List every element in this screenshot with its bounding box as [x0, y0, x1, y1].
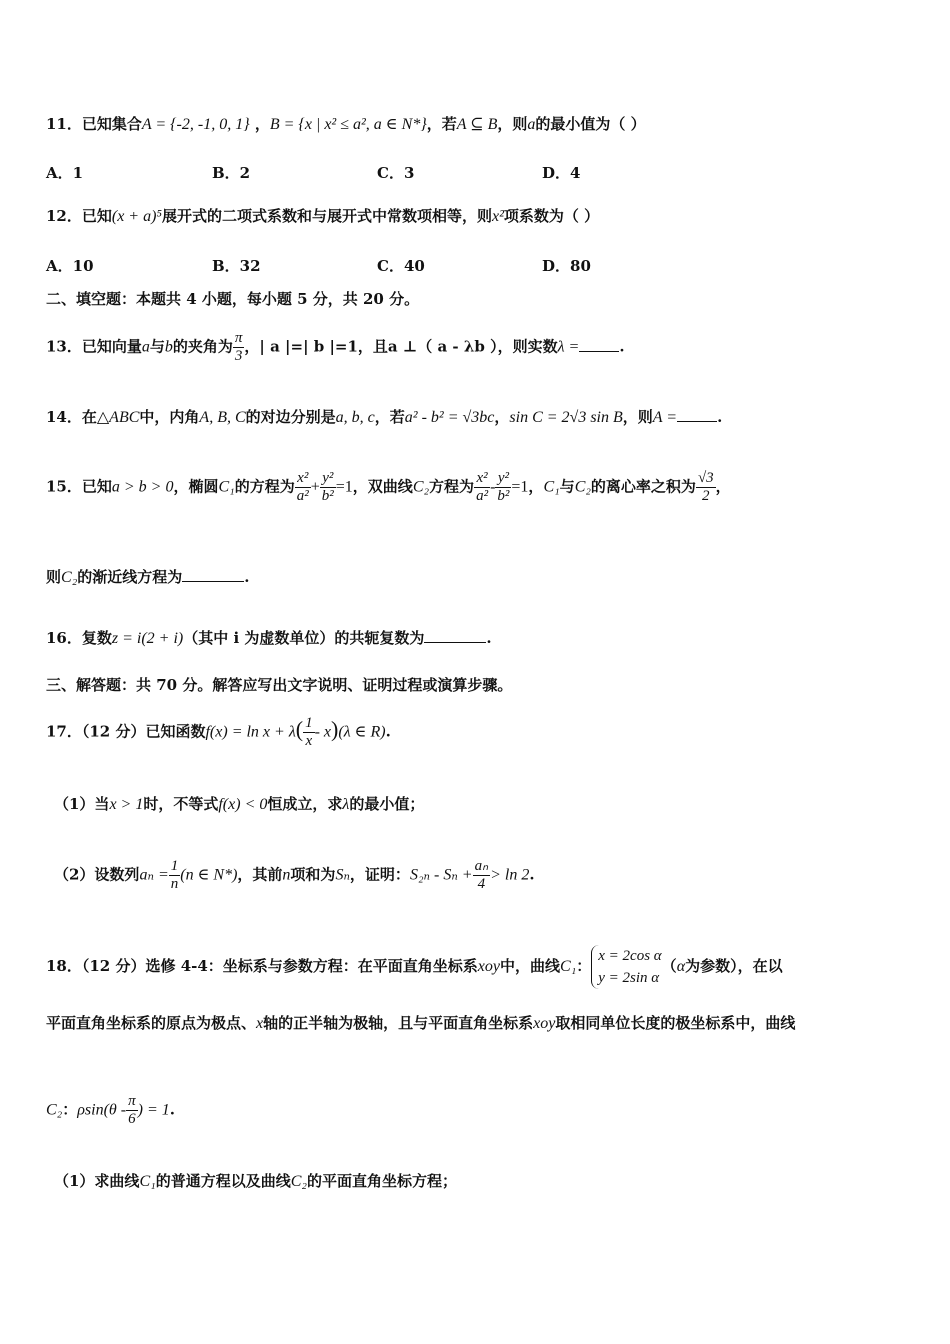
q18-line2-b: 轴的正半轴为极轴，且与平面直角坐标系 — [263, 1014, 534, 1032]
q17-p2-fden: 4 — [477, 876, 486, 892]
q17-p1-c: 恒成立，求 — [267, 795, 343, 813]
q15-hyper-x-den: a² — [476, 488, 489, 504]
q17-p2-an: aₙ = — [139, 866, 169, 884]
q18-polar-den: 6 — [128, 1111, 136, 1127]
q11-tail1: ，则 — [497, 115, 528, 133]
q15-end: . — [244, 568, 250, 586]
q15-and: 与 — [559, 477, 575, 496]
q16-answer-blank — [424, 628, 486, 643]
q13-vec-b: b — [164, 338, 173, 356]
q18-colon2: ： — [62, 1100, 78, 1119]
q18-polar-num: π — [128, 1093, 136, 1109]
q17-end: . — [385, 722, 391, 741]
section-3-heading: 三、解答题：共 70 分。解答应写出文字说明、证明过程或演算步骤。 — [46, 676, 513, 694]
q12-mid: 展开式的二项式系数和与展开式中常数项相等，则 — [162, 207, 493, 225]
q15-hyper-y-frac — [495, 470, 511, 505]
q18-xoy-b: xoy — [533, 1015, 556, 1032]
q15-mid6: 的离心率之积为 — [590, 477, 696, 496]
q13-angle-text: 的夹角为 — [172, 337, 233, 356]
q18-stem: 18．（12 分）选修 4-4：坐标系与参数方程：在平面直角坐标系 — [46, 957, 478, 975]
q17-function: f(x) = ln x + λ — [205, 723, 296, 741]
q18-line2-c: 取相同单位长度的极坐标系中，曲线 — [555, 1014, 796, 1032]
question-18-line-2 — [46, 1012, 795, 1035]
q14-end: . — [717, 408, 723, 426]
q13-angle-num: π — [234, 330, 243, 346]
q17-frac-den: x — [305, 733, 313, 749]
q18-c2: C₂ — [46, 1101, 63, 1119]
q11-mid: ，若 — [426, 115, 457, 133]
q13-modulus: ，| a |=| b |=1，且 — [244, 337, 388, 356]
q11-sep: ， — [254, 115, 270, 133]
q11-set-b: B = {x | x² ≤ a², a ∈ N*} — [269, 116, 427, 133]
q14-stem: 14．在 — [46, 408, 97, 426]
q13-lambda: λ = — [557, 338, 580, 356]
q11-tail2: 的最小值为（ ） — [535, 115, 646, 133]
q17-stem: 17．（12 分）已知函数 — [46, 722, 206, 741]
q17-p2-sn: Sₙ — [335, 866, 350, 884]
q18-xoy: xoy — [477, 958, 500, 975]
q17-p2-end: . — [529, 865, 535, 884]
q15-product-den: 2 — [702, 488, 710, 504]
q18-colon: ： — [576, 957, 592, 975]
q15-ellipse-y-num: y² — [320, 470, 336, 488]
q17-p1-d: 的最小值； — [349, 795, 425, 813]
q14-angles: A, B, C — [199, 409, 246, 426]
q18-x: x — [256, 1015, 264, 1032]
q18-eq-x: x = 2cos α — [598, 948, 662, 964]
q12-option-d: D．80 — [542, 257, 591, 275]
q17-p2-ineq2: > ln 2 — [490, 866, 530, 884]
q17-p2-ineq1: S₂ₙ - Sₙ + — [409, 866, 473, 884]
q14-mid2: 的对边分别是 — [245, 408, 336, 426]
q18-param-a: （ — [661, 957, 677, 975]
q15-hyper-y-num: y² — [495, 470, 511, 488]
q13-angle-fraction — [233, 330, 245, 365]
q15-ellipse-y-frac — [320, 470, 336, 505]
q13-answer-blank — [579, 337, 619, 352]
q15-comma: ， — [715, 477, 731, 496]
q12-stem: 12．已知 — [46, 207, 112, 225]
q13-angle-den: 3 — [234, 348, 243, 364]
q15-c1-b: C₁ — [543, 478, 560, 496]
q15-hyper-x-num: x² — [474, 470, 490, 488]
q16-end: . — [486, 629, 492, 647]
question-16 — [46, 627, 492, 650]
q15-ellipse-eq: =1 — [335, 478, 353, 496]
question-11 — [46, 113, 646, 136]
q18-p1-c2: C₂ — [290, 1173, 307, 1190]
q18-polar-a: ρsin(θ - — [77, 1101, 127, 1119]
q17-p2-frac2 — [473, 858, 490, 893]
q15-c1: C₁ — [218, 478, 235, 496]
q15-ellipse-x-num: x² — [295, 470, 311, 488]
q18-part-1 — [54, 1170, 457, 1193]
q13-perp: a ⊥（ a - λb ） — [387, 337, 498, 356]
q17-paren-close: ) — [331, 716, 339, 742]
q11-option-b: B．2 — [212, 164, 251, 182]
question-18 — [46, 945, 783, 989]
q17-p2-dom: (n ∈ N*) — [180, 866, 238, 884]
q17-p2-b: ，其前 — [237, 865, 283, 884]
q17-p2-a: （2）设数列 — [54, 865, 140, 884]
q14-triangle: △ABC — [96, 409, 140, 426]
q15-ellipse-x-den: a² — [296, 488, 309, 504]
q14-equation-2: sin C = 2√3 sin B — [509, 409, 623, 426]
q13-tail: ，则实数 — [497, 337, 558, 356]
q15-mid4: 方程为 — [429, 477, 475, 496]
q15-product-num: √3 — [697, 470, 714, 486]
question-18-line-3 — [46, 1093, 175, 1128]
q14-sides: a, b, c — [335, 409, 375, 426]
q11-option-a: A．1 — [46, 164, 84, 182]
q14-mid1: 中，内角 — [139, 408, 200, 426]
q11-option-c: C．3 — [377, 164, 415, 182]
q17-p2-fnum: aₙ — [474, 858, 489, 874]
q17-p1-ineq: f(x) < 0 — [218, 796, 268, 813]
q18-eq-y: y = 2sin α — [598, 970, 660, 986]
q18-p1-a: （1）求曲线 — [54, 1172, 140, 1190]
q17-part-2 — [54, 858, 535, 893]
q15-c2-b: C₂ — [574, 478, 591, 496]
q18-end: . — [169, 1100, 175, 1119]
q16-stem: 16．复数 — [46, 629, 112, 647]
q17-domain: (λ ∈ R) — [338, 723, 386, 741]
q17-rest: - x — [314, 723, 332, 741]
q15-hyper-x-frac — [474, 470, 490, 505]
q15-c2-c: C₂ — [61, 569, 78, 586]
q16-expression: z = i(2 + i) — [111, 630, 184, 647]
q11-var: a — [527, 116, 536, 133]
q14-mid3: ，若 — [374, 408, 405, 426]
q14-answer-blank — [677, 407, 717, 422]
q13-vec-a: a — [141, 338, 150, 356]
q15-mid3: ，双曲线 — [352, 477, 413, 496]
q15-plus: + — [310, 478, 320, 496]
q15-hyper-y-den: b² — [497, 488, 510, 504]
q18-polar-frac — [126, 1093, 138, 1128]
q15-stem: 15．已知 — [46, 477, 112, 496]
q12-option-a: A．10 — [46, 257, 94, 275]
q15-ellipse-y-den: b² — [321, 488, 334, 504]
q17-p2-c: 项和为 — [290, 865, 336, 884]
q18-alpha: α — [676, 958, 686, 975]
q11-stem: 11．已知集合 — [46, 115, 142, 133]
section-2-heading: 二、填空题：本题共 4 小题，每小题 5 分，共 20 分。 — [46, 290, 420, 308]
q17-paren-open: ( — [295, 716, 304, 742]
q15-answer-blank — [182, 567, 244, 582]
q17-part-1 — [54, 793, 424, 816]
q15-minus: - — [490, 478, 496, 496]
q17-p1-cond: x > 1 — [109, 796, 144, 813]
q15-mid1: ，椭圆 — [173, 477, 219, 496]
q12-tail: 项系数为（ ） — [503, 207, 600, 225]
q18-p1-c: 的平面直角坐标方程； — [306, 1172, 457, 1190]
q11-condition: A ⊆ B — [456, 116, 498, 133]
q17-p2-num: 1 — [170, 858, 179, 874]
q18-c1: C₁ — [560, 958, 577, 975]
q14-ask: A = — [652, 409, 678, 426]
q12-option-b: B．32 — [212, 257, 261, 275]
q11-option-d: D．4 — [542, 164, 581, 182]
q18-p1-b: 的普通方程以及曲线 — [155, 1172, 291, 1190]
q17-p1-a: （1）当 — [54, 795, 110, 813]
q18-mid1: 中，曲线 — [500, 957, 561, 975]
q15-mid5: ， — [528, 477, 544, 496]
q15-c2: C₂ — [412, 478, 430, 496]
q15-hyper-eq: =1 — [511, 478, 529, 496]
q17-p1-lambda: λ — [342, 796, 350, 813]
q13-stem: 13．已知向量 — [46, 337, 142, 356]
q11-set-a: A = {-2, -1, 0, 1} — [141, 116, 250, 133]
question-15-line-2 — [46, 566, 250, 589]
q15-line2-b: 的渐近线方程为 — [77, 568, 183, 586]
q12-option-c: C．40 — [377, 257, 425, 275]
q17-p1-b: 时，不等式 — [143, 795, 219, 813]
q15-mid2: 的方程为 — [234, 477, 295, 496]
q13-and: 与 — [149, 337, 165, 356]
q15-ellipse-x-frac — [295, 470, 311, 505]
q14-equation-1: a² - b² = √3bc — [404, 409, 495, 426]
q17-p2-frac — [169, 858, 181, 893]
question-15 — [46, 470, 731, 505]
question-14 — [46, 406, 722, 429]
q12-binomial: (x + a)⁵ — [111, 208, 162, 225]
q18-parametric-system — [591, 945, 661, 989]
q17-p2-d: ，证明： — [349, 865, 410, 884]
q12-term: x² — [492, 208, 504, 225]
q18-line2-a: 平面直角坐标系的原点为极点、 — [46, 1014, 257, 1032]
q17-p2-den: n — [170, 876, 179, 892]
q14-tail: ，则 — [622, 408, 653, 426]
q16-mid: （其中 i 为虚数单位）的共轭复数为 — [183, 629, 425, 647]
q15-product-frac — [696, 470, 716, 505]
question-17 — [46, 715, 391, 750]
q15-condition: a > b > 0 — [111, 478, 174, 496]
q14-sep: ， — [494, 408, 510, 426]
q18-param-b: 为参数），在以 — [685, 957, 783, 975]
q17-p2-n: n — [282, 866, 291, 884]
q17-frac-num: 1 — [305, 715, 313, 731]
question-13 — [46, 330, 625, 365]
question-12 — [46, 205, 599, 228]
q18-polar-b: ) = 1 — [137, 1101, 170, 1119]
q18-p1-c1: C₁ — [139, 1173, 156, 1190]
q13-end: . — [619, 337, 625, 356]
q15-line2-a: 则 — [46, 568, 62, 586]
q17-fraction — [303, 715, 315, 750]
